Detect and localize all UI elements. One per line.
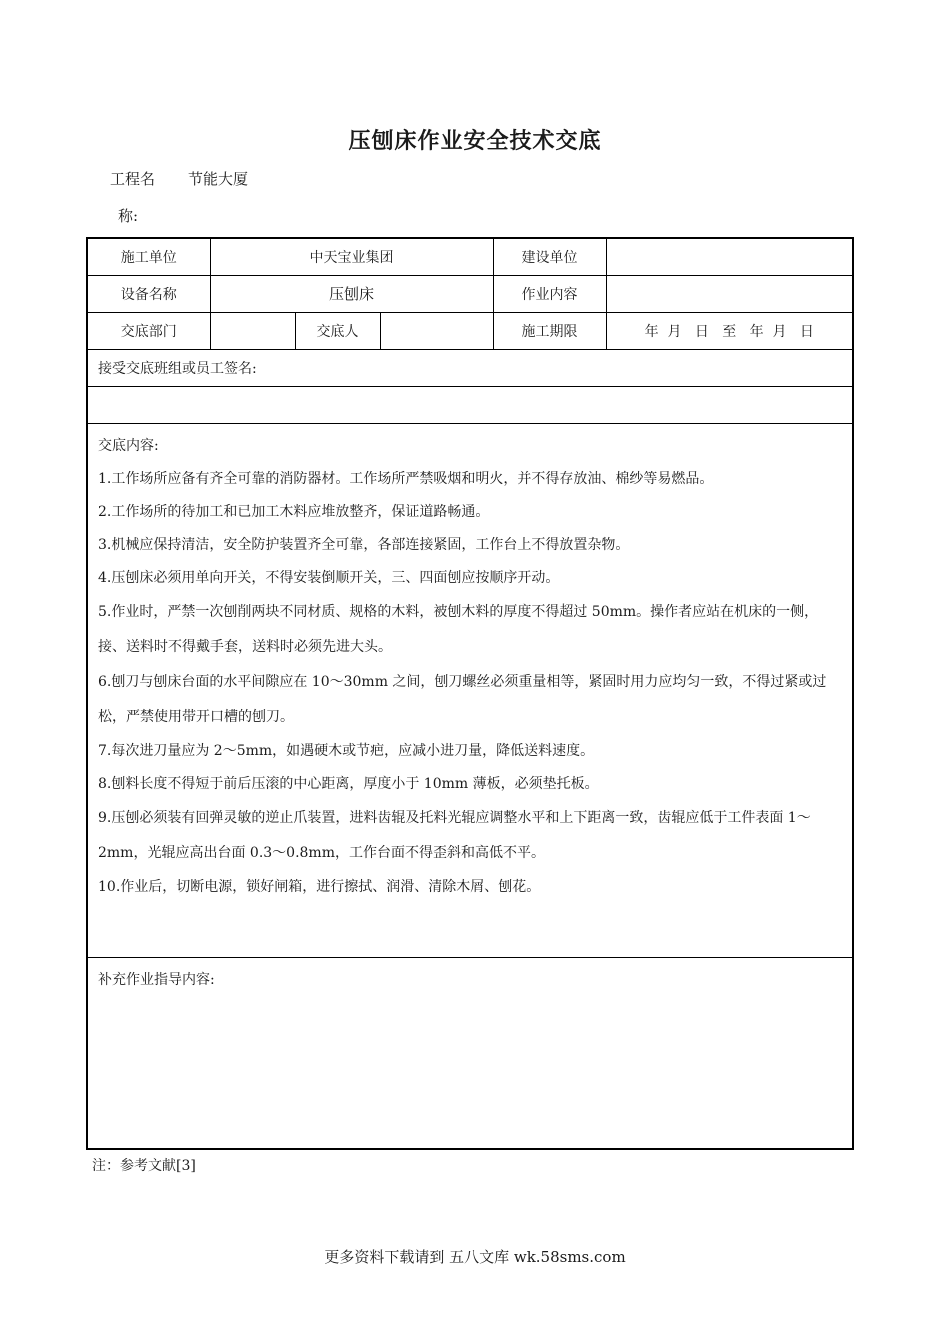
construction-period-value: 年 月 日 至 年 月 日	[606, 312, 853, 349]
builder-unit-label: 建设单位	[493, 238, 606, 275]
discloser-label: 交底人	[295, 312, 380, 349]
content-item: 3.机械应保持清洁，安全防护装置齐全可靠，各部连接紧固，工作台上不得放置杂物。	[98, 536, 630, 553]
content-item: 8.刨料长度不得短于前后压滚的中心距离，厚度小于 10mm 薄板，必须垫托板。	[98, 775, 599, 792]
content-item: 4.压刨床必须用单向开关，不得安装倒顺开关，三、四面刨应按顺序开动。	[98, 569, 560, 586]
signature-area	[87, 386, 853, 423]
construction-period-label: 施工期限	[493, 312, 606, 349]
content-item: 5.作业时，严禁一次刨削两块不同材质、规格的木料，被刨木料的厚度不得超过 50mm。操作者应站在机床的一侧，接、送料时不得戴手套，送料时必须先进大头。	[98, 603, 819, 655]
content-item: 6.刨刀与刨床台面的水平间隙应在 10～30mm 之间，刨刀螺丝必须重量相等，紧固时用力应均匀一致，不得过紧或过松，严禁使用带开口槽的刨刀。	[98, 673, 827, 725]
signature-label: 接受交底班组或员工签名:	[87, 349, 853, 386]
reference-note: 注：参考文献[3]	[92, 1158, 196, 1174]
discloser-value	[380, 312, 493, 349]
construction-unit-value: 中天宝业集团	[210, 238, 493, 275]
content-item: 1.工作场所应备有齐全可靠的消防器材。工作场所严禁吸烟和明火，并不得存放油、棉纱等易燃品。	[98, 470, 714, 487]
work-content-label: 作业内容	[493, 275, 606, 312]
equipment-name-label: 设备名称	[87, 275, 210, 312]
work-content-value	[606, 275, 853, 312]
supplement-cell	[87, 957, 853, 1149]
construction-unit-label: 施工单位	[87, 238, 210, 275]
builder-unit-value	[606, 238, 853, 275]
project-name-label: 工程名	[110, 170, 156, 188]
page-title: 压刨床作业安全技术交底	[348, 129, 602, 154]
equipment-name-value: 压刨床	[210, 275, 493, 312]
content-item: 10.作业后，切断电源，锁好闸箱，进行擦拭、润滑、清除木屑、刨花。	[98, 878, 541, 895]
content-item: 7.每次进刀量应为 2～5mm，如遇硬木或节疤，应减小进刀量，降低送料速度。	[98, 742, 595, 759]
content-label: 交底内容:	[98, 437, 159, 454]
footer-text: 更多资料下载请到 五八文库 wk.58sms.com	[324, 1248, 626, 1266]
disclosure-form-table	[86, 237, 854, 1150]
supplement-label: 补充作业指导内容:	[98, 971, 215, 988]
project-name-value: 节能大厦	[188, 170, 249, 188]
disclosure-dept-label: 交底部门	[87, 312, 210, 349]
content-item: 2.工作场所的待加工和已加工木料应堆放整齐，保证道路畅通。	[98, 503, 490, 520]
project-name-label-continued: 称:	[118, 207, 139, 225]
disclosure-dept-value	[210, 312, 295, 349]
content-item: 9.压刨必须装有回弹灵敏的逆止爪装置，进料齿辊及托料光辊应调整水平和上下距离一致，齿辊应低于工件表面 1～2mm，光辊应高出台面 0.3～0.8mm，工作台面不得歪斜和高低不平。	[98, 809, 811, 861]
disclosure-content-cell	[87, 423, 853, 957]
